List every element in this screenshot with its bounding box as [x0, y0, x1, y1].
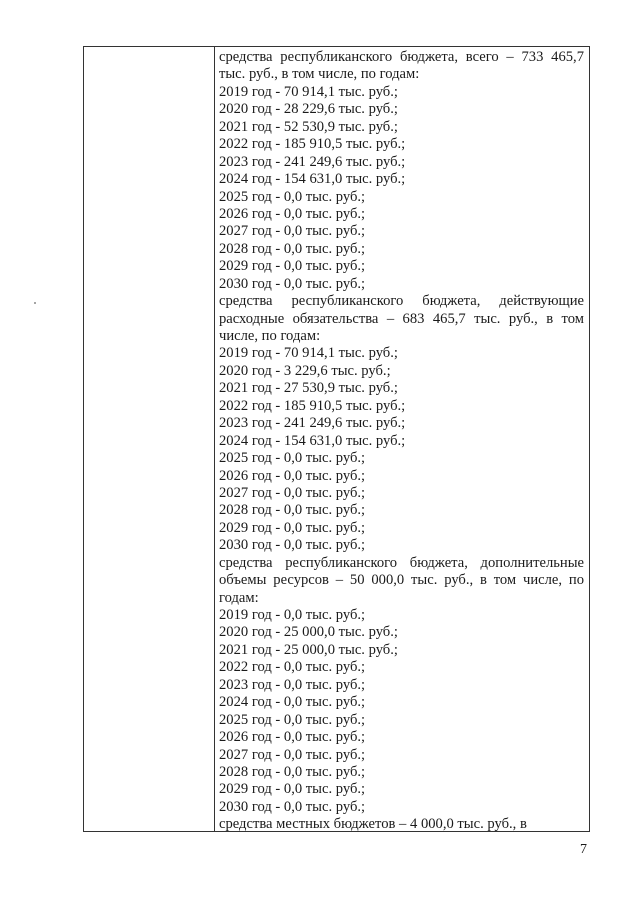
text-line: 2019 год - 70 914,1 тыс. руб.;	[219, 83, 398, 100]
text-line: числе, по годам:	[219, 328, 321, 344]
text-line: 2021 год - 25 000,0 тыс. руб.;	[219, 641, 398, 658]
text-line: 2029 год - 0,0 тыс. руб.;	[219, 781, 366, 798]
text-line: годам:	[219, 589, 259, 606]
table-left-cell	[84, 47, 215, 831]
text-line: 2025 год - 0,0 тыс. руб.;	[219, 450, 366, 467]
text-line: 2023 год - 241 249,6 тыс. руб.;	[219, 153, 406, 170]
text-line: 2022 год - 185 910,5 тыс. руб.;	[219, 397, 406, 414]
text-line: 2026 год - 0,0 тыс. руб.;	[219, 467, 366, 484]
text-line: 2028 год - 0,0 тыс. руб.;	[219, 240, 366, 257]
text-line: 2022 год - 185 910,5 тыс. руб.;	[219, 136, 406, 153]
text-line: объемы ресурсов – 50 000,0 тыс. руб., в том числе, по	[219, 572, 584, 589]
text-line: 2026 год - 0,0 тыс. руб.;	[219, 729, 366, 746]
text-line: 2030 год - 0,0 тыс. руб.;	[219, 275, 366, 292]
text-line: 2020 год - 25 000,0 тыс. руб.;	[219, 624, 398, 641]
text-line: 2029 год - 0,0 тыс. руб.;	[219, 258, 366, 275]
text-line: 2024 год - 154 631,0 тыс. руб.;	[219, 432, 406, 449]
text-line: 2021 год - 52 530,9 тыс. руб.;	[219, 118, 398, 135]
text-line: 2028 год - 0,0 тыс. руб.;	[219, 763, 366, 780]
text-line: 2027 год - 0,0 тыс. руб.;	[219, 484, 366, 501]
text-line: 2025 год - 0,0 тыс. руб.;	[219, 711, 366, 728]
text-line: 2028 год - 0,0 тыс. руб.;	[219, 502, 366, 519]
text-line: 2030 год - 0,0 тыс. руб.;	[219, 798, 366, 815]
text-line: расходные обязательства – 683 465,7 тыс. руб., в том	[219, 310, 584, 327]
text-line: 2020 год - 3 229,6 тыс. руб.;	[219, 362, 391, 379]
text-line: средства местных бюджетов – 4 000,0 тыс. руб., в	[219, 816, 527, 831]
text-line: 2024 год - 154 631,0 тыс. руб.;	[219, 171, 406, 188]
text-line: 2029 год - 0,0 тыс. руб.;	[219, 519, 366, 536]
page-number: 7	[580, 842, 587, 857]
text-line: 2023 год - 0,0 тыс. руб.;	[219, 676, 366, 693]
text-line: 2027 год - 0,0 тыс. руб.;	[219, 746, 366, 763]
text-line: средства республиканского бюджета, действующие	[219, 293, 584, 310]
text-line: 2024 год - 0,0 тыс. руб.;	[219, 694, 366, 711]
text-line: 2022 год - 0,0 тыс. руб.;	[219, 659, 366, 676]
text-line: 2025 год - 0,0 тыс. руб.;	[219, 188, 366, 205]
text-line: тыс. руб., в том числе, по годам:	[219, 66, 420, 83]
funding-table	[83, 46, 590, 832]
text-line: 2020 год - 28 229,6 тыс. руб.;	[219, 101, 398, 118]
text-line: 2027 год - 0,0 тыс. руб.;	[219, 223, 366, 240]
text-line: 2019 год - 70 914,1 тыс. руб.;	[219, 345, 398, 362]
text-line: 2023 год - 241 249,6 тыс. руб.;	[219, 415, 406, 432]
table-right-cell	[215, 47, 590, 831]
text-line: средства республиканского бюджета, всего – 733 465,7	[219, 49, 584, 65]
text-line: средства республиканского бюджета, дополнительные	[219, 554, 584, 571]
scan-speck	[34, 302, 36, 304]
text-line: 2026 год - 0,0 тыс. руб.;	[219, 205, 366, 222]
text-line: 2021 год - 27 530,9 тыс. руб.;	[219, 380, 398, 397]
text-line: 2019 год - 0,0 тыс. руб.;	[219, 607, 366, 623]
text-line: 2030 год - 0,0 тыс. руб.;	[219, 537, 366, 554]
